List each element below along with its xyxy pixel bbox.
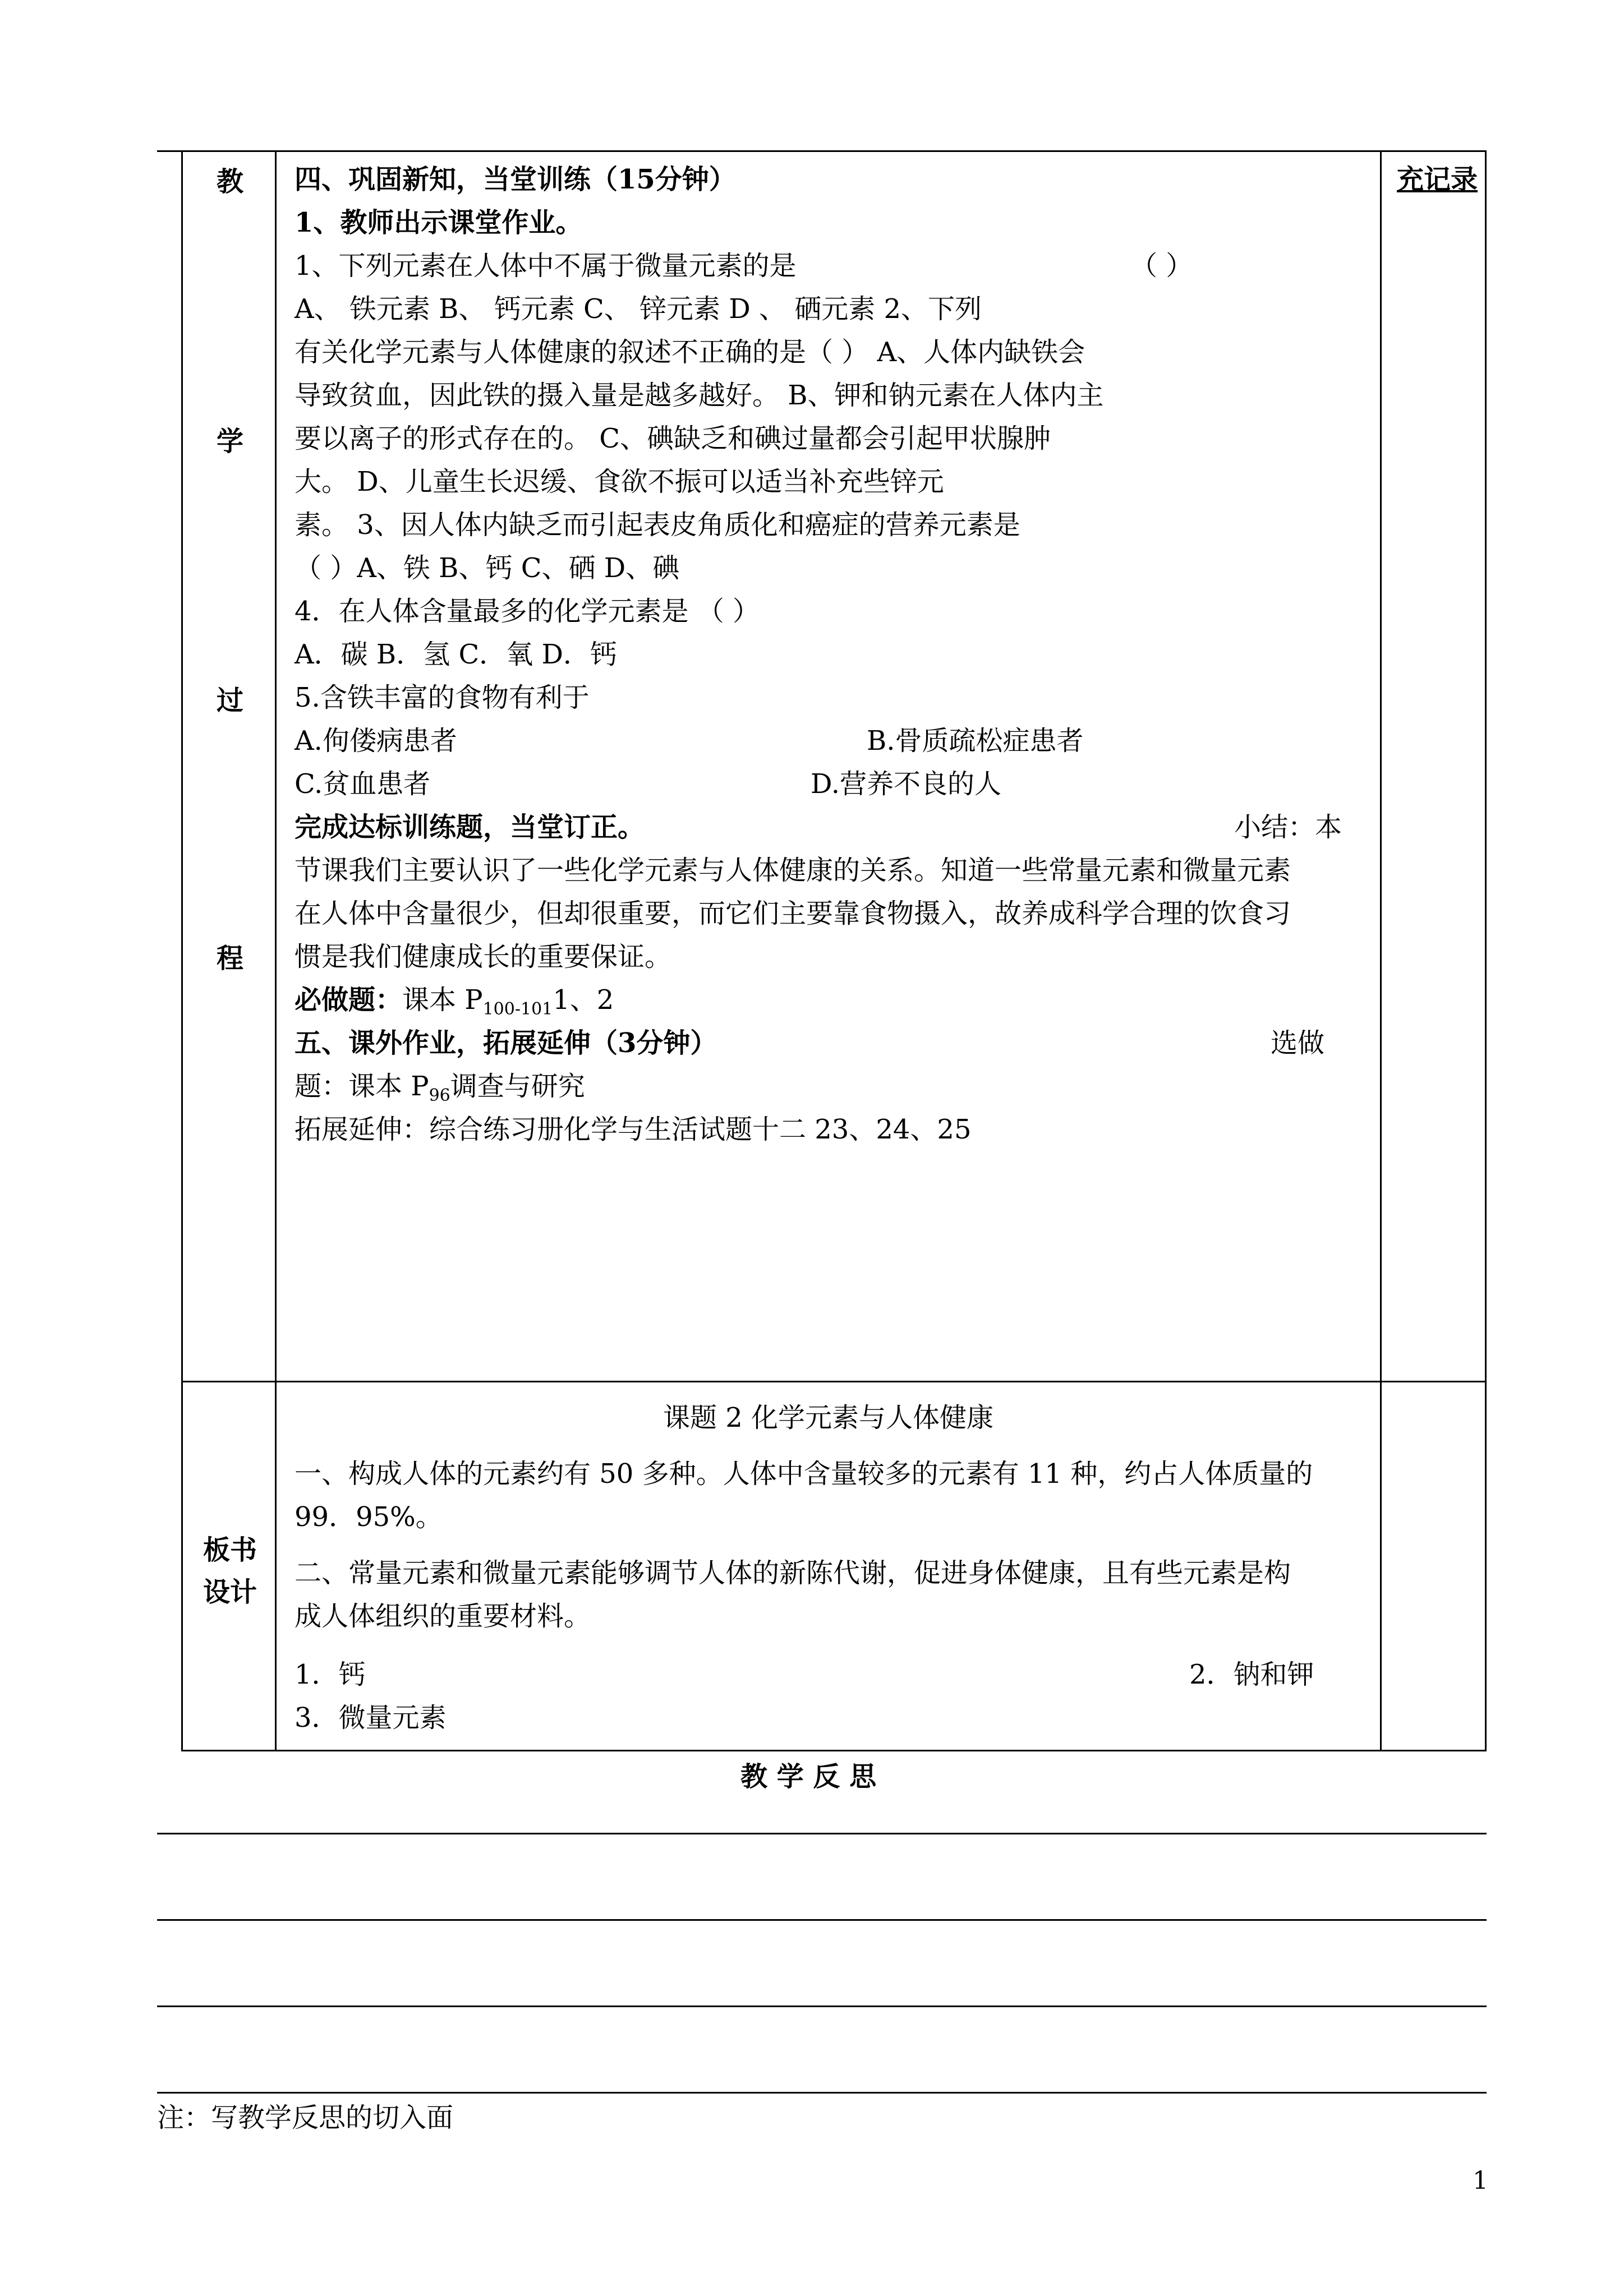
reflection-line-2 xyxy=(157,1919,1487,1921)
required-homework-label: 必做题： xyxy=(295,984,403,1016)
side-label-cheng: 程 xyxy=(216,943,243,974)
section-four-heading: 四、巩固新知，当堂训练（15分钟） xyxy=(295,164,736,195)
question-5-option-a: A.佝偻病患者 xyxy=(295,725,457,757)
question-2-line3: 要以离子的形式存在的。 C、碘缺乏和碘过量都会引起甲状腺肿 xyxy=(295,423,1051,454)
board-item-3: 3．微量元素 xyxy=(295,1702,447,1733)
board-point-2-line1: 二、常量元素和微量元素能够调节人体的新陈代谢，促进身体健康，且有些元素是构 xyxy=(295,1557,1291,1589)
optional-homework-text: 题：课本 P xyxy=(295,1071,429,1102)
optional-homework-page: 96 xyxy=(429,1086,450,1105)
reflection-title: 教 学 反 思 xyxy=(740,1761,877,1792)
board-point-1-line1: 一、构成人体的元素约有 50 多种。人体中含量较多的元素有 11 种，约占人体质量的 xyxy=(295,1458,1313,1490)
question-3-options: （ ）A、铁 B、钙 C、硒 D、碘 xyxy=(295,552,680,584)
question-1: 1、下列元素在人体中不属于微量元素的是 xyxy=(295,250,797,282)
notes-column-header: 充记录 xyxy=(1397,164,1478,195)
side-label-xue: 学 xyxy=(216,426,243,457)
question-5-option-d: D.营养不良的人 xyxy=(811,768,1002,800)
board-point-1-line2: 99．95%。 xyxy=(295,1501,443,1533)
optional-label: 选做 xyxy=(1271,1027,1325,1059)
table-col-divider-right xyxy=(1380,150,1382,1751)
extension-line: 拓展延伸：综合练习册化学与生活试题十二 23、24、25 xyxy=(295,1114,972,1145)
summary-line3: 惯是我们健康成长的重要保证。 xyxy=(295,941,672,972)
reflection-line-1 xyxy=(157,1833,1487,1834)
complete-training-heading: 完成达标训练题，当堂订正。 xyxy=(295,812,645,843)
table-right-border xyxy=(1485,150,1487,1751)
required-homework-text: 课本 P xyxy=(402,984,483,1016)
section-five-heading: 五、课外作业，拓展延伸（3分钟） xyxy=(295,1027,717,1059)
summary-line2: 在人体中含量很少，但却很重要，而它们主要靠食物摄入，故养成科学合理的饮食习 xyxy=(295,898,1291,929)
side-label-guo: 过 xyxy=(216,685,243,716)
question-3-line1: 素。 3、因人体内缺乏而引起表皮角质化和癌症的营养元素是 xyxy=(295,509,1020,541)
summary-line1: 节课我们主要认识了一些化学元素与人体健康的关系。知道一些常量元素和微量元素 xyxy=(295,855,1291,886)
reflection-note: 注：写教学反思的切入面 xyxy=(157,2102,454,2133)
question-4: 4．在人体含量最多的化学元素是 （ ） xyxy=(295,596,760,627)
question-1-blank: （ ） xyxy=(1130,250,1193,282)
board-item-1: 1．钙 xyxy=(295,1659,366,1690)
board-title: 课题 2 化学元素与人体健康 xyxy=(663,1402,994,1433)
question-2-line1: 有关化学元素与人体健康的叙述不正确的是（ ） A、人体内缺铁会 xyxy=(295,336,1085,368)
page-number: 1 xyxy=(1473,2166,1488,2195)
teacher-homework-heading: 1、教师出示课堂作业。 xyxy=(295,207,583,238)
board-item-2: 2．钠和钾 xyxy=(1189,1659,1314,1690)
table-bottom-border xyxy=(181,1750,1487,1751)
table-col-divider-left xyxy=(275,150,277,1751)
table-left-border xyxy=(181,150,183,1751)
question-5-option-b: B.骨质疏松症患者 xyxy=(867,725,1084,757)
question-5: 5.含铁丰富的食物有利于 xyxy=(295,682,590,713)
question-1-options: A、 铁元素 B、 钙元素 C、 锌元素 D 、 硒元素 2、下列 xyxy=(295,293,982,325)
required-homework-pages: 100-101 xyxy=(482,999,553,1019)
question-2-line2: 导致贫血，因此铁的摄入量是越多越好。 B、钾和钠元素在人体内主 xyxy=(295,380,1104,411)
optional-homework-task: 调查与研究 xyxy=(450,1071,585,1102)
table-mid-border xyxy=(181,1381,1487,1382)
question-5-option-c: C.贫血患者 xyxy=(295,768,431,800)
board-label-line1: 板书 xyxy=(203,1534,257,1566)
board-point-2-line2: 成人体组织的重要材料。 xyxy=(295,1601,591,1632)
question-2-line4: 大。 D、儿童生长迟缓、食欲不振可以适当补充些锌元 xyxy=(295,466,944,497)
question-4-options: A．碳 B．氢 C．氧 D．钙 xyxy=(295,639,617,670)
summary-label: 小结：本 xyxy=(1234,812,1342,843)
reflection-line-3 xyxy=(157,2005,1487,2007)
required-homework-items: 1、2 xyxy=(553,984,614,1016)
table-top-border xyxy=(157,150,1487,152)
side-label-jiao: 教 xyxy=(216,166,243,197)
board-label-line2: 设计 xyxy=(203,1576,257,1608)
reflection-line-4 xyxy=(157,2092,1487,2094)
